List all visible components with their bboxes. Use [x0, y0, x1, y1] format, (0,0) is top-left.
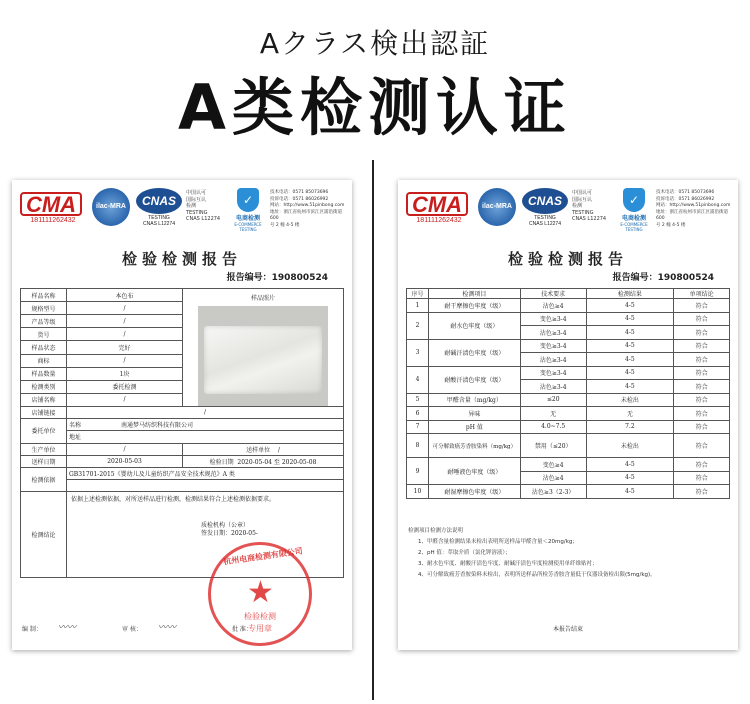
- accr-line: TESTING: [572, 209, 594, 216]
- table-key: 店铺名称: [21, 393, 67, 406]
- table-row: [407, 366, 730, 380]
- table-key: 商标: [21, 354, 67, 367]
- cell-item: 耐碱汗渍色牢度（级）: [428, 339, 520, 366]
- cell-item: 异味: [428, 407, 520, 421]
- sample-info-table: [20, 288, 344, 578]
- accreditation-text: [186, 190, 226, 223]
- table-row: [407, 299, 730, 313]
- table-key: 检测依据: [21, 467, 67, 491]
- table-row: [407, 312, 730, 326]
- cell-no: 2: [407, 312, 429, 339]
- table-value: /: [67, 315, 183, 328]
- cell-res: 4-5: [586, 380, 674, 394]
- reviewer-signature: 〰〰: [158, 623, 177, 633]
- table-key: 货号: [21, 328, 67, 341]
- contact-line: 地址：浙江省杭州市滨江区浦沿街道 600: [656, 209, 728, 221]
- table-row: [21, 455, 344, 467]
- table-header-row: [407, 289, 730, 299]
- table-row: [407, 458, 730, 472]
- accr-line: CNAS L12274: [186, 216, 221, 222]
- col-header: 单项结论: [674, 289, 730, 299]
- contact-line: 号 2 幢 4-5 楼: [656, 222, 686, 228]
- cell-concl: 符合: [674, 299, 730, 313]
- note-item: 3、耐水色牢度、耐酸汗渍色牢度、耐碱汗渍色牢度检测使用单纤维贴衬；: [418, 561, 598, 567]
- table-value: /: [67, 393, 183, 406]
- sender-value: /: [277, 446, 280, 454]
- cell-res: 4-5: [586, 471, 674, 485]
- cell-item: 甲醛含量（mg/kg）: [428, 393, 520, 407]
- cell-item: 耐湿摩擦色牢度（级）: [428, 485, 520, 499]
- cnas-logo: [136, 188, 182, 226]
- stamp-line-2: 签发日期：2020-05-: [201, 530, 258, 538]
- cell-item: 耐水色牢度（级）: [428, 312, 520, 339]
- table-value: /: [67, 328, 183, 341]
- table-key: 规格型号: [21, 302, 67, 315]
- page-subtitle: Aクラス検出認証: [259, 27, 491, 60]
- cnas-logo: [522, 188, 568, 226]
- contact-line: 网站：http://www.51pinbong.com: [270, 203, 345, 208]
- cell-concl: 符合: [674, 407, 730, 421]
- report-number-value: 190800524: [271, 273, 328, 283]
- test-method-notes: [408, 526, 728, 581]
- contact-info: [656, 190, 736, 229]
- cell-no: 10: [407, 485, 429, 499]
- table-row: [407, 407, 730, 421]
- table-row: [21, 289, 344, 302]
- cma-logo: [406, 192, 472, 226]
- cell-no: 7: [407, 420, 429, 434]
- accr-line: TESTING: [186, 209, 208, 216]
- cell-no: 4: [407, 366, 429, 393]
- seal-text-1: 检验检测: [244, 612, 276, 621]
- certification-logos: [20, 186, 346, 230]
- report-title: 检验检测报告: [507, 250, 628, 268]
- table-key: 检测结论: [21, 492, 67, 578]
- cma-number: 181111262432: [30, 217, 76, 224]
- col-header: 检测项目: [428, 289, 520, 299]
- cell-item: pH 值: [428, 420, 520, 434]
- sender-cell: [183, 443, 344, 455]
- report-number: [613, 270, 714, 283]
- contact-info: [270, 190, 350, 229]
- cell-req: 变色≥3-4: [520, 366, 586, 380]
- cell-req: 沾色≥3-4: [520, 326, 586, 340]
- contact-line: 投诉电话：0571 86026992: [270, 196, 329, 202]
- table-value: /: [67, 354, 183, 367]
- cell-concl: 符合: [674, 420, 730, 434]
- report-number-label: 报告编号：: [612, 273, 658, 283]
- cell-res: 无: [586, 407, 674, 421]
- test-date-label: 检验日期: [209, 458, 234, 466]
- cell-no: 9: [407, 458, 429, 485]
- table-key: 生产单位: [21, 443, 67, 455]
- cell-concl: 符合: [674, 485, 730, 499]
- client-name-row: [67, 419, 344, 431]
- cnas-mark: CNAS: [136, 188, 182, 214]
- cell-no: 1: [407, 299, 429, 313]
- basis-blank: [67, 480, 344, 492]
- table-key: 产品等级: [21, 315, 67, 328]
- contact-line: 地址：浙江省杭州市滨江区浦沿街道 600: [270, 209, 342, 221]
- table-row: [407, 485, 730, 499]
- ilac-mra-logo: ilac-MRA: [92, 188, 130, 226]
- table-key: 店铺链接: [21, 407, 67, 419]
- cnas-number: CNAS L12274: [143, 221, 175, 227]
- cell-item: 可分解致癌芳香胺染料（mg/kg）: [428, 434, 520, 458]
- table-key: 样品数量: [21, 367, 67, 380]
- client-address-row: [67, 431, 344, 443]
- cell-req: 沾色≥4: [520, 299, 586, 313]
- shield-check-icon: ✓: [237, 188, 259, 212]
- cnas-label: TESTING: [148, 215, 170, 221]
- cell-concl: 符合: [674, 471, 730, 485]
- stamp-line-1: 质检机构（公章）: [201, 522, 250, 530]
- seal-arc-text: 杭州电商检测有限公司: [222, 546, 304, 567]
- test-date: 2020-05-04 至 2020-05-08: [237, 458, 317, 466]
- conclusion-text: 依据上述检测依据，对所送样品进行检测，检测结果符合上述检测依据要求。: [71, 496, 276, 504]
- certification-logos: [406, 186, 732, 230]
- cell-req: 无: [520, 407, 586, 421]
- test-date-cell: [183, 455, 344, 467]
- table-key: 委托单位: [21, 419, 67, 443]
- table-key: 样品状态: [21, 341, 67, 354]
- accr-line: 国际互认: [572, 196, 593, 203]
- note-item: 4、可分解致癌芳香胺染料未检出，表明所送样品所检芳香胺含量低于仪器设备检出限(5mg/kg)。: [418, 572, 656, 578]
- accr-line: 中国认可: [572, 190, 593, 196]
- cma-logo: [20, 192, 86, 226]
- cell-concl: 符合: [674, 434, 730, 458]
- editor-signature: 〰〰: [58, 623, 77, 633]
- notes-title: 检测项目检测方法说明: [408, 528, 464, 534]
- cell-concl: 符合: [674, 393, 730, 407]
- test-results-table: [406, 288, 730, 499]
- report-end-mark: 本报告结束: [552, 626, 583, 633]
- cma-number: 181111262432: [416, 217, 462, 224]
- accr-line: 检测: [572, 203, 583, 209]
- contact-line: 号 2 幢 4-5 楼: [270, 222, 300, 228]
- table-value: /: [67, 443, 183, 455]
- table-row: [407, 420, 730, 434]
- approver-label: 批 准：: [232, 626, 252, 633]
- cma-mark: CMA: [406, 192, 468, 216]
- report-title: 检验检测报告: [121, 250, 242, 268]
- cell-item: 耐干摩擦色牢度（级）: [428, 299, 520, 313]
- client-name: 南通梦马纺织科技有限公司: [121, 422, 194, 430]
- ilac-mra-logo: ilac-MRA: [478, 188, 516, 226]
- table-row: [407, 339, 730, 353]
- contact-line: 投诉电话：0571 86026992: [656, 196, 715, 202]
- accreditation-text: [572, 190, 612, 223]
- cell-req: ≤20: [520, 393, 586, 407]
- shield-title: 电商检测: [235, 215, 260, 222]
- sample-photo: [198, 306, 328, 406]
- cell-concl: 符合: [674, 380, 730, 394]
- table-value: /: [67, 407, 344, 419]
- note-item: 1、甲醛含量检测结果未检出表明所送样品甲醛含量＜20mg/kg；: [418, 539, 578, 545]
- col-header: 检测结果: [586, 289, 674, 299]
- cell-no: 3: [407, 339, 429, 366]
- table-row: [21, 480, 344, 492]
- cell-concl: 符合: [674, 458, 730, 472]
- page-header: [0, 0, 750, 150]
- table-row: [21, 443, 344, 455]
- client-name-label: 名称: [69, 422, 82, 430]
- contact-line: 网站：http://www.51pinbong.com: [656, 203, 731, 208]
- page-title: A类检测认证: [178, 71, 572, 144]
- shield-title: 电商检测: [621, 215, 646, 222]
- accr-line: CNAS L12274: [572, 216, 607, 222]
- cell-res: 4-5: [586, 326, 674, 340]
- cell-req: 变色≥4: [520, 458, 586, 472]
- report-page-left: [12, 180, 352, 650]
- table-row: [21, 407, 344, 419]
- cell-item: 耐酸汗渍色牢度（级）: [428, 366, 520, 393]
- table-value: 1块: [67, 367, 183, 380]
- client-address-label: 地址: [69, 434, 82, 442]
- table-value: 本色布: [67, 289, 183, 302]
- photo-label: 样品照片: [250, 295, 275, 302]
- ecommerce-testing-logo: [614, 188, 654, 232]
- cell-res: 4-5: [586, 485, 674, 499]
- official-seal: [208, 542, 312, 646]
- cell-concl: 符合: [674, 312, 730, 326]
- cell-res: 4-5: [586, 458, 674, 472]
- cell-res: 4-5: [586, 299, 674, 313]
- table-key: 送样日期: [21, 455, 67, 467]
- basis-value: GB31701-2015《婴幼儿及儿童纺织产品安全技术规范》A 类: [67, 467, 344, 479]
- shield-check-icon: ✓: [623, 188, 645, 212]
- contact-line: 技术电话：0571 85073696: [270, 190, 329, 195]
- cell-req: 沾色≥3-4: [520, 380, 586, 394]
- cell-no: 8: [407, 434, 429, 458]
- center-divider: [372, 160, 374, 700]
- table-row: [21, 467, 344, 479]
- star-icon: ★: [247, 575, 274, 610]
- table-value: /: [67, 302, 183, 315]
- editor-label: 编 制：: [22, 626, 42, 633]
- cell-concl: 符合: [674, 339, 730, 353]
- report-number: [227, 270, 328, 283]
- cell-res: 未检出: [586, 434, 674, 458]
- report-number-label: 报告编号：: [226, 273, 272, 283]
- cell-no: 5: [407, 393, 429, 407]
- accr-line: 检测: [186, 203, 197, 209]
- note-item: 2、pH 值：萃取介质（氯化钾溶液）；: [418, 550, 511, 556]
- cell-res: 未检出: [586, 393, 674, 407]
- cell-item: 耐唾液色牢度（级）: [428, 458, 520, 485]
- table-row: [407, 434, 730, 458]
- table-row: [21, 431, 344, 443]
- cell-req: 禁用（≤20）: [520, 434, 586, 458]
- fabric-image: [204, 326, 322, 394]
- cell-req: 沾色≥3-4: [520, 353, 586, 367]
- sample-photo-cell: [183, 289, 344, 407]
- table-value: 委托检测: [67, 380, 183, 393]
- table-value: 完好: [67, 341, 183, 354]
- cnas-mark: CNAS: [522, 188, 568, 214]
- shield-subtitle: E-COMMERCE TESTING: [620, 222, 648, 232]
- table-key: 样品名称: [21, 289, 67, 302]
- cma-mark: CMA: [20, 192, 82, 216]
- table-value: 2020-05-03: [67, 455, 183, 467]
- seal-text-2: 专用章: [248, 624, 272, 633]
- cell-concl: 符合: [674, 326, 730, 340]
- cnas-number: CNAS L12274: [529, 221, 561, 227]
- col-header: 序号: [407, 289, 429, 299]
- cell-req: 沾色≥4: [520, 471, 586, 485]
- table-key: 检测类别: [21, 380, 67, 393]
- cell-concl: 符合: [674, 353, 730, 367]
- cell-req: 变色≥3-4: [520, 312, 586, 326]
- cell-concl: 符合: [674, 366, 730, 380]
- report-number-value: 190800524: [657, 273, 714, 283]
- cell-res: 4-5: [586, 366, 674, 380]
- col-header: 技术要求: [520, 289, 586, 299]
- ecommerce-testing-logo: [228, 188, 268, 232]
- cnas-label: TESTING: [534, 215, 556, 221]
- cell-res: 7.2: [586, 420, 674, 434]
- report-page-right: [398, 180, 738, 650]
- accr-line: 中国认可: [186, 190, 207, 196]
- cell-res: 4-5: [586, 312, 674, 326]
- contact-line: 技术电话：0571 85073696: [656, 190, 715, 195]
- cell-res: 4-5: [586, 339, 674, 353]
- accr-line: 国际互认: [186, 196, 207, 203]
- table-row: [407, 393, 730, 407]
- cell-res: 4-5: [586, 353, 674, 367]
- cell-req: 变色≥3-4: [520, 339, 586, 353]
- cell-no: 6: [407, 407, 429, 421]
- shield-subtitle: E-COMMERCE TESTING: [234, 222, 262, 232]
- cell-req: 沾色≥3（2-3）: [520, 485, 586, 499]
- reviewer-label: 审 核：: [122, 626, 142, 633]
- sender-label: 送样单位: [246, 446, 271, 454]
- table-row: [21, 419, 344, 431]
- cell-req: 4.0~7.5: [520, 420, 586, 434]
